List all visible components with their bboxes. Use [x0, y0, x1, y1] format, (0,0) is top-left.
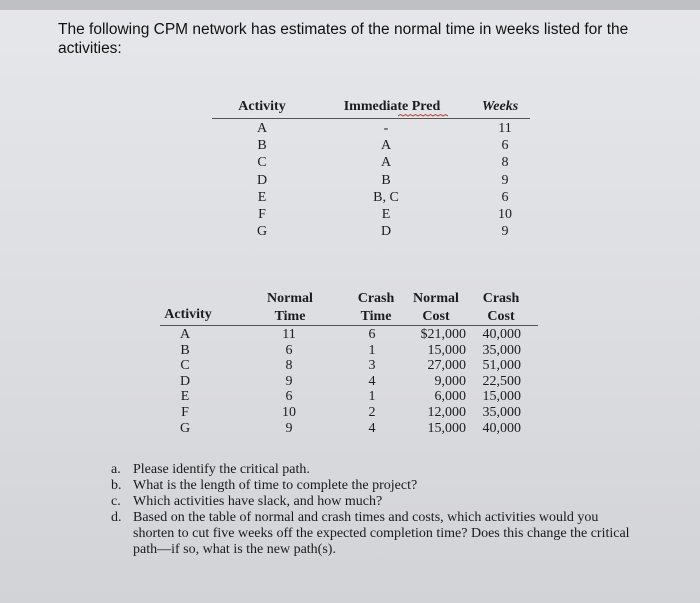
table2-header-crash-time-1: Crash	[357, 291, 395, 306]
table2-header-crash-cost-2: Cost	[487, 309, 515, 324]
table2-cell-normal-time: 6	[285, 342, 293, 358]
table2-cell-normal-cost: 12,000	[427, 405, 466, 420]
table1-cell-pred: B	[381, 172, 391, 188]
table1-cell-activity: G	[256, 224, 268, 240]
table1-header-rule	[212, 118, 530, 119]
question-item	[111, 478, 633, 494]
question-item	[111, 510, 643, 558]
table2-header-normal-cost-1: Normal	[413, 291, 459, 306]
table1-cell-activity: F	[258, 207, 266, 222]
table2-cell-normal-time: 11	[282, 327, 296, 342]
table2-cell-crash-time: 4	[368, 420, 376, 436]
question-label: a.	[111, 462, 121, 477]
table1-cell-weeks: 6	[501, 189, 509, 205]
table2-cell-activity: F	[181, 405, 189, 420]
table2-cell-crash-time: 2	[368, 405, 376, 420]
table1-cell-pred: B, C	[373, 189, 399, 205]
intro-paragraph: The following CPM network has estimates of the normal time in weeks listed for the activities:	[58, 21, 629, 57]
question-text: Please identify the critical path.	[133, 462, 310, 477]
table1-cell-pred: A	[380, 155, 392, 171]
table1-cell-weeks: 10	[498, 207, 512, 222]
table1-cell-weeks: 8	[501, 155, 509, 171]
table2-cell-activity: D	[179, 373, 191, 389]
table2-cell-normal-cost: 15,000	[427, 420, 466, 436]
table1-cell-activity: B	[257, 138, 267, 154]
table2-cell-crash-cost: 22,500	[482, 373, 521, 389]
table1-cell-weeks: 6	[501, 138, 509, 154]
table2-cell-normal-cost: 6,000	[434, 389, 466, 405]
question-text: Which activities have slack, and how much?	[133, 494, 383, 509]
table1-header-pred: Immediate Pred	[343, 99, 441, 114]
table2-cell-normal-cost: 27,000	[427, 358, 466, 374]
table2-cell-activity: B	[180, 342, 190, 358]
table1-cell-pred: -	[383, 121, 389, 136]
table2-header-normal-time-2: Time	[274, 309, 306, 324]
table2-cell-crash-time: 4	[368, 373, 376, 389]
table2-cell-normal-time: 8	[285, 358, 293, 374]
table1-header-weeks: Weeks	[481, 99, 519, 114]
table2-cell-crash-cost: 40,000	[482, 327, 521, 342]
table1-cell-weeks: 9	[501, 224, 509, 240]
table1-cell-weeks: 11	[498, 121, 512, 136]
table1-cell-activity: E	[257, 189, 267, 205]
table2-header-normal-cost-2: Cost	[422, 309, 450, 324]
table2-cell-normal-time: 9	[285, 373, 293, 389]
table2-cell-crash-cost: 35,000	[482, 342, 521, 358]
table1-cell-activity: D	[256, 172, 268, 188]
question-text: Based on the table of normal and crash times and costs, which activities would you shorten to cut five weeks off the expected completion time? Does this change the critical path—if so, what is the new path(s).	[133, 510, 630, 557]
table2-cell-crash-time: 1	[368, 342, 376, 358]
table2-cell-activity: G	[179, 420, 191, 436]
table2-header-crash-cost-1: Crash	[482, 291, 520, 306]
table1-cell-pred: D	[380, 224, 392, 240]
table2-header-activity: Activity	[164, 307, 212, 322]
table2-cell-crash-cost: 15,000	[482, 389, 521, 405]
table2-cell-normal-cost: 9,000	[434, 373, 466, 389]
table2-header-crash-time-2: Time	[360, 309, 392, 324]
table2-cell-crash-cost: 35,000	[482, 405, 521, 420]
table2-cell-normal-time: 6	[285, 389, 293, 405]
question-text: What is the length of time to complete the project?	[133, 478, 418, 493]
photo-top-edge	[0, 0, 700, 10]
table1-cell-pred: A	[380, 138, 392, 154]
question-label: d.	[111, 510, 122, 525]
table2-cell-crash-cost: 51,000	[482, 358, 521, 374]
question-item	[111, 462, 633, 478]
question-label: c.	[111, 494, 121, 509]
table1-cell-activity: A	[256, 121, 268, 136]
table2-header-normal-time-1: Normal	[267, 291, 313, 306]
spellcheck-underline	[398, 114, 448, 117]
table2-cell-activity: E	[180, 389, 190, 405]
table2-header-rule	[160, 325, 538, 326]
table2-cell-activity: A	[179, 327, 191, 342]
table2-cell-normal-cost: 15,000	[427, 342, 466, 358]
table2-cell-crash-time: 1	[368, 389, 376, 405]
table1-header-activity: Activity	[238, 99, 286, 114]
table2-cell-crash-cost: 40,000	[482, 420, 521, 436]
table2-cell-activity: C	[180, 358, 190, 374]
table2-cell-normal-time: 10	[282, 405, 296, 420]
table2-cell-normal-time: 9	[285, 420, 293, 436]
table1-cell-pred: E	[381, 207, 391, 222]
table1-cell-weeks: 9	[501, 172, 509, 188]
table2-cell-normal-cost: $21,000	[420, 327, 466, 342]
question-label: b.	[111, 478, 122, 493]
table1-cell-activity: C	[257, 155, 267, 171]
table2-cell-crash-time: 3	[368, 358, 376, 374]
table2-cell-crash-time: 6	[368, 327, 376, 342]
question-item	[111, 494, 633, 510]
